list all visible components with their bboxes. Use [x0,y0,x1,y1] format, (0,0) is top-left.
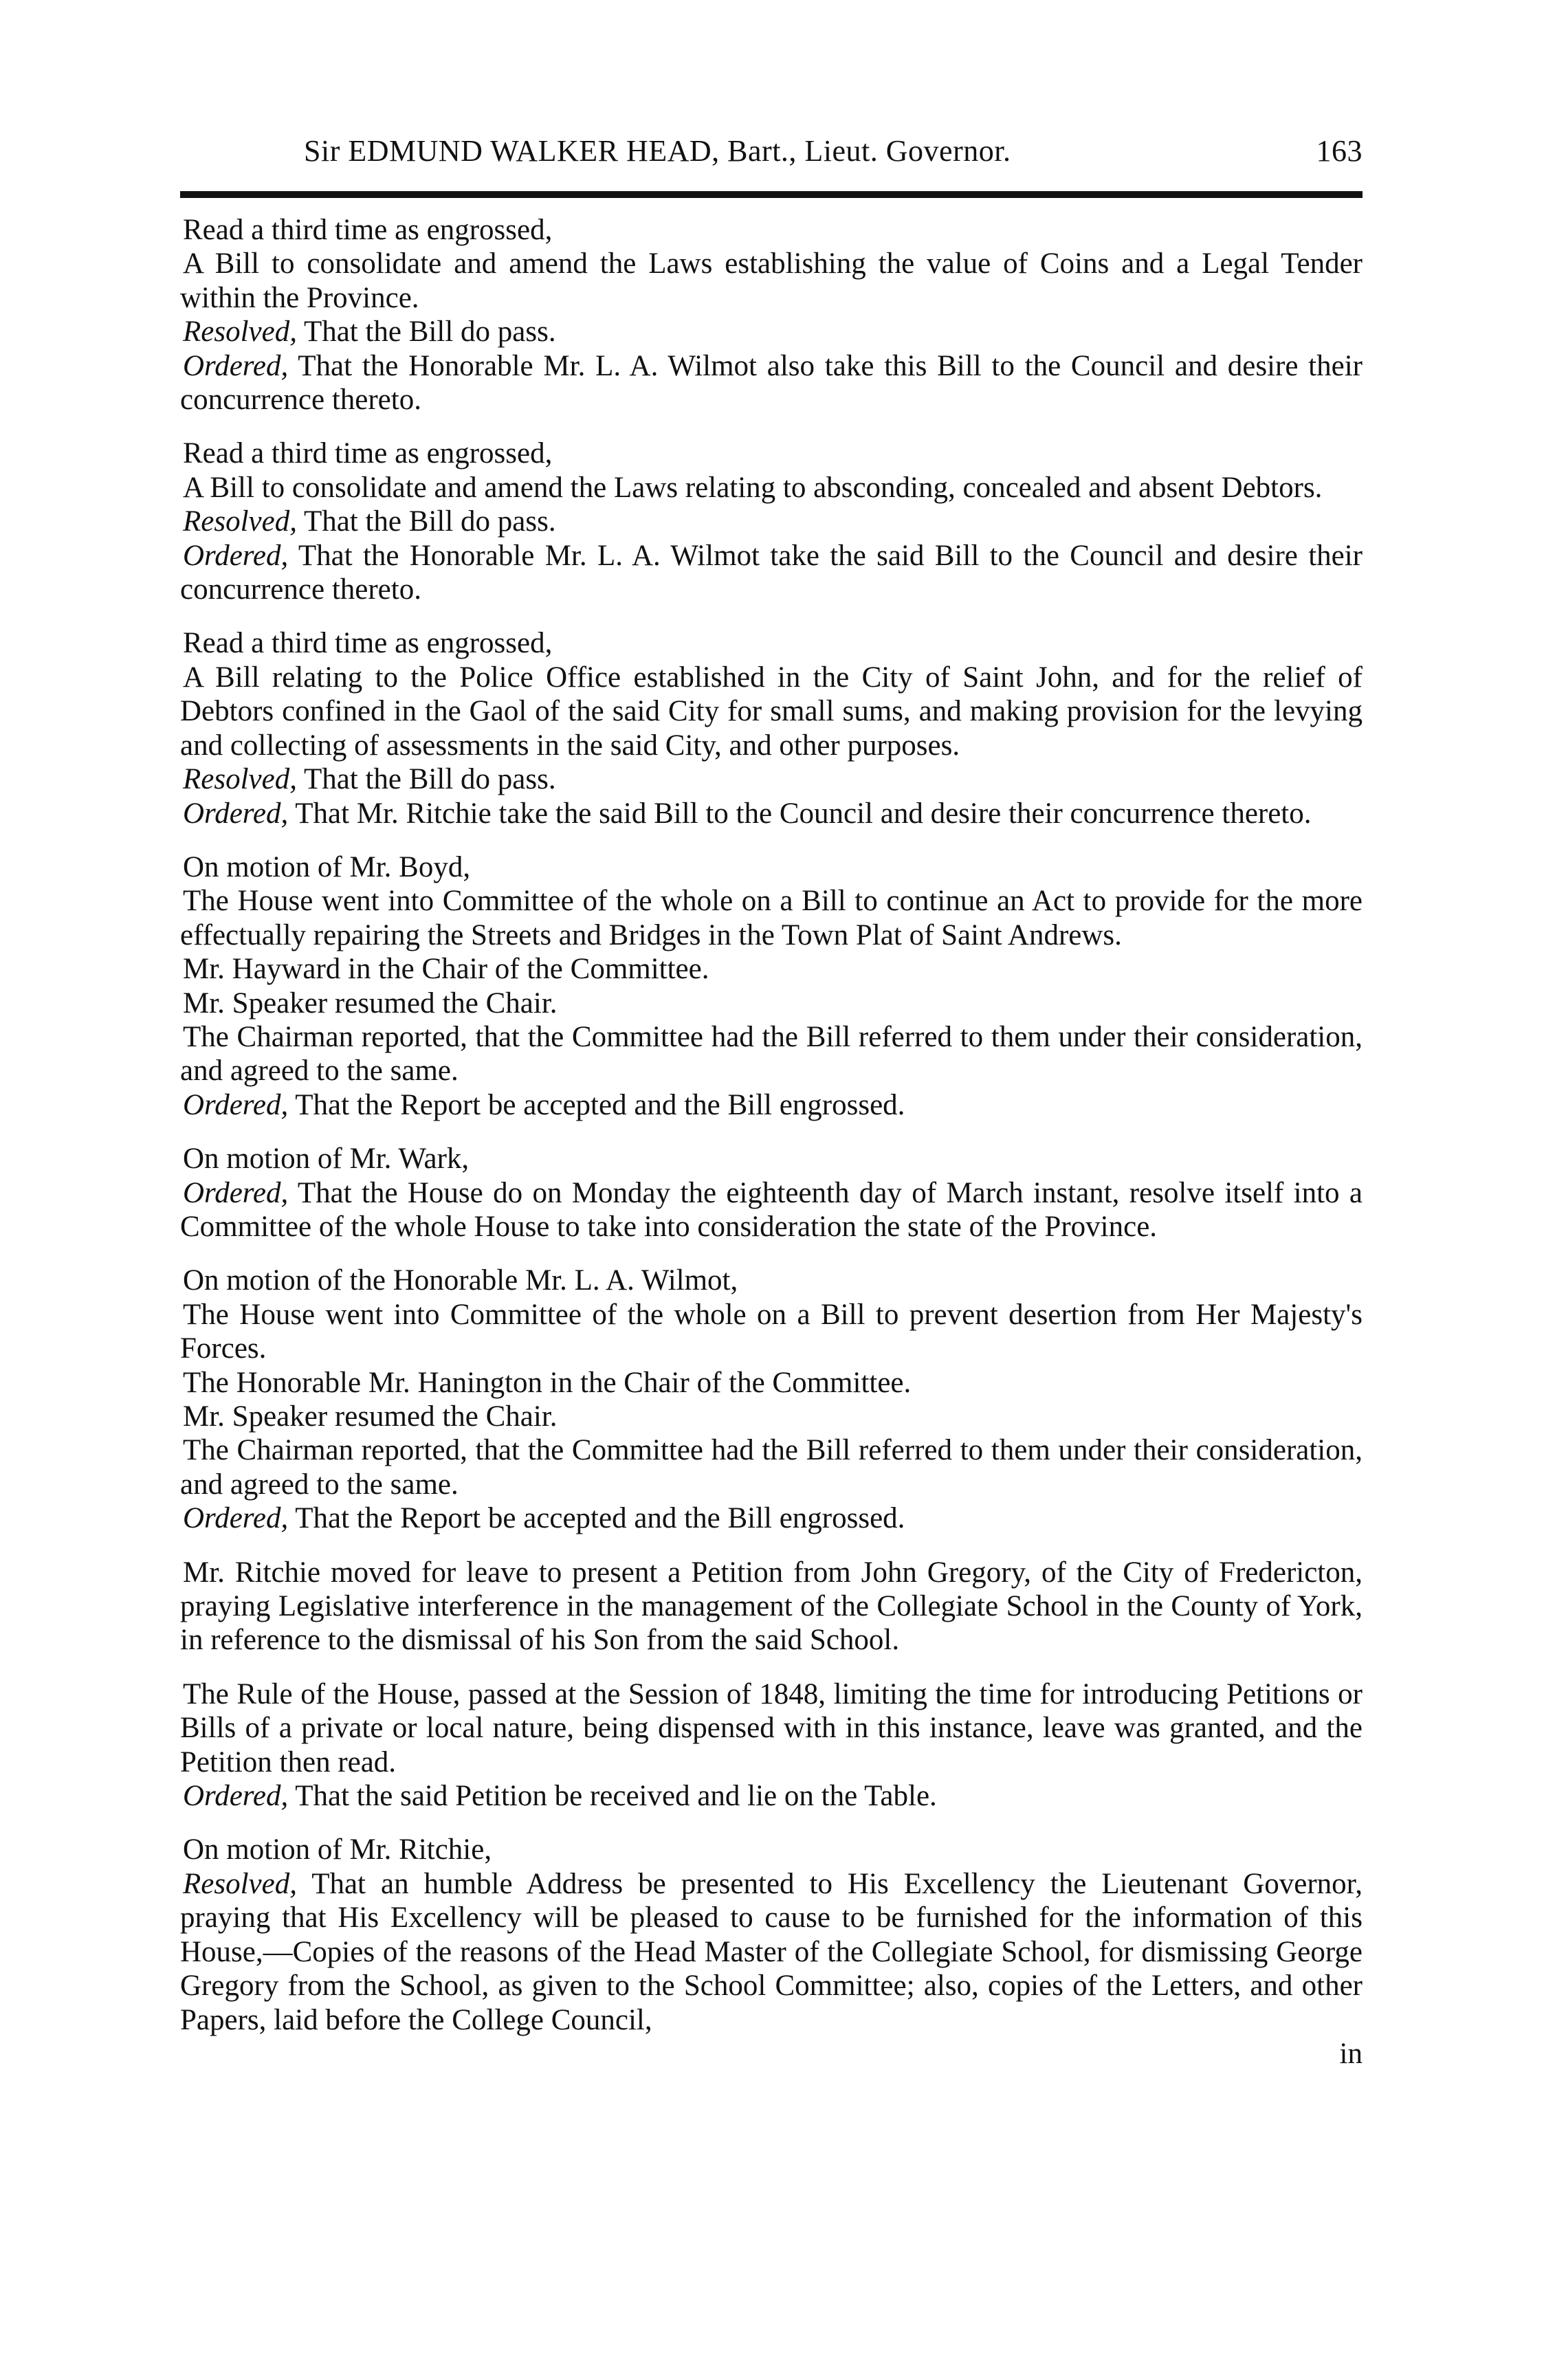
ordered-text: That the said Petition be received and lie on the Table. [295,1780,937,1813]
entry-boyd-motion [180,850,1363,1122]
ordered-label: Ordered, [183,1088,289,1121]
entry-gregory-petition [180,1556,1363,1657]
entry-rule-dispensed [180,1677,1363,1814]
resolved-text: That an humble Address be presented to His Excellency the Lieutenant Governor, praying that His Excellency will be pleased to cause to be furnished for the information of this House,—Copies of the reasons of the Head Master of the Collegiate School, for dismissing George Gregory from the School, as given to the School Committee; also, copies of the Letters, and other Papers, laid before the College Council, [180,1867,1363,2036]
entry-wark-motion [180,1142,1363,1244]
speaker-line: Mr. Speaker resumed the Chair. [183,987,558,1020]
ordered-text: That the Honorable Mr. L. A. Wilmot take the said Bill to the Council and desire their concurrence thereto. [180,539,1363,606]
resolved-label: Resolved, [183,505,297,538]
running-title: Sir EDMUND WALKER HEAD, Bart., Lieut. Governor. [304,134,1011,168]
ordered-label: Ordered, [183,1176,289,1209]
ordered-line [180,797,1363,830]
motion-line: On motion of Mr. Ritchie, [183,1833,492,1866]
ordered-label: Ordered, [183,1502,289,1535]
ordered-line [180,539,1363,607]
header-rule [180,191,1363,198]
report-line: The Chairman reported, that the Committee had the Bill referred to them under their consideration, and agreed to the same. [180,1020,1363,1088]
entry-ritchie-address [180,1833,1363,2071]
motion-line: On motion of the Honorable Mr. L. A. Wilmot, [183,1264,738,1297]
chair-line: Mr. Hayward in the Chair of the Committee. [183,953,709,986]
resolved-text: That the Bill do pass. [303,316,556,349]
entry-coins-bill [180,213,1363,417]
ordered-label: Ordered, [183,1780,289,1813]
entry-debtors-bill [180,437,1363,606]
bill-title: A Bill to consolidate and amend the Laws establishing the value of Coins and a Legal Tender within the Province. [180,247,1363,314]
chair-line: The Honorable Mr. Hanington in the Chair of the Committee. [183,1366,912,1399]
resolved-label: Resolved, [183,316,297,349]
ordered-text: That the House do on Monday the eighteenth day of March instant, resolve itself into a Committee of the whole House to take into consideration the state of the Province. [180,1176,1363,1243]
bill-title: A Bill to consolidate and amend the Laws relating to absconding, concealed and absent Debtors. [183,471,1323,504]
resolved-line [180,315,1363,349]
resolved-text: That the Bill do pass. [303,505,556,538]
rule-line: The Rule of the House, passed at the Session of 1848, limiting the time for introducing Petitions or Bills of a private or local nature, being dispensed with in this instance, leave was granted, and the Petition then read. [180,1677,1363,1778]
ordered-text: That the Report be accepted and the Bill engrossed. [295,1502,905,1535]
page-number: 163 [1316,134,1363,168]
ordered-line [180,1501,1363,1535]
resolved-line [180,762,1363,796]
ordered-line [180,1088,1363,1122]
bill-title: A Bill relating to the Police Office established in the City of Saint John, and for the relief of Debtors confined in the Gaol of the said City for small sums, and making provision for the levying and collecting of assessments in the said City, and other purposes. [180,661,1363,762]
journal-content [180,213,1363,2091]
motion-line: On motion of Mr. Boyd, [183,850,471,883]
resolved-label: Resolved, [183,763,297,796]
motion-line: On motion of Mr. Wark, [183,1143,470,1176]
page-header [180,125,1363,173]
read-line: Read a third time as engrossed, [183,437,553,470]
ordered-text: That the Honorable Mr. L. A. Wilmot also take this Bill to the Council and desire their concurrence thereto. [180,349,1363,417]
catchword: in [1339,2037,1363,2070]
report-line: The Chairman reported, that the Committee had the Bill referred to them under their consideration, and agreed to the same. [180,1434,1363,1501]
ordered-label: Ordered, [183,797,289,830]
committee-line: The House went into Committee of the whole on a Bill to continue an Act to provide for the more effectually repairing the Streets and Bridges in the Town Plat of Saint Andrews. [180,885,1363,951]
committee-line: The House went into Committee of the whole on a Bill to prevent desertion from Her Majesty's Forces. [180,1298,1363,1365]
resolved-text: That the Bill do pass. [303,763,556,796]
speaker-line: Mr. Speaker resumed the Chair. [183,1400,558,1433]
ordered-label: Ordered, [183,349,289,382]
resolved-label: Resolved, [183,1867,297,1900]
ordered-label: Ordered, [183,539,289,572]
read-line: Read a third time as engrossed, [183,214,553,246]
ordered-text: That Mr. Ritchie take the said Bill to the Council and desire their concurrence thereto. [295,797,1312,830]
petition-line: Mr. Ritchie moved for leave to present a Petition from John Gregory, of the City of Fredericton, praying Legislative interference in the management of the Collegiate School in the County of York, in reference to the dismissal of his Son from the said School. [180,1556,1363,1657]
entry-wilmot-motion [180,1264,1363,1535]
entry-police-office-bill [180,626,1363,830]
ordered-line [180,1176,1363,1244]
ordered-line [180,349,1363,417]
resolved-line [180,1867,1363,2037]
ordered-line [180,1779,1363,1813]
ordered-text: That the Report be accepted and the Bill engrossed. [295,1088,905,1121]
read-line: Read a third time as engrossed, [183,627,553,660]
resolved-line [180,505,1363,538]
